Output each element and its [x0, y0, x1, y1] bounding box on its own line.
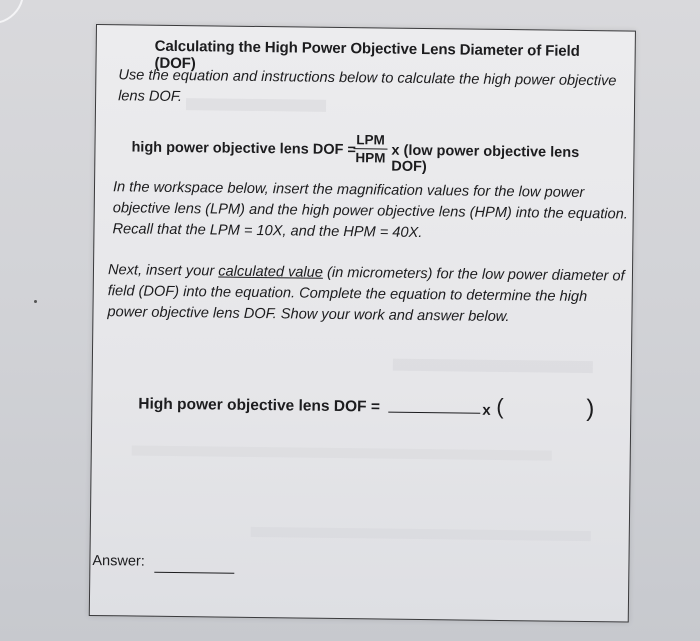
magnification-fraction: [353, 132, 387, 165]
equation-rhs: x (low power objective lens DOF): [391, 142, 580, 176]
equation-lhs: high power objective lens DOF =: [131, 139, 356, 159]
instruction-calculation: [107, 260, 628, 329]
times-sign: x: [482, 401, 491, 419]
page-title: Calculating the High Power Objective Lens Diameter of Field (DOF): [154, 37, 580, 73]
answer-blank[interactable]: [154, 572, 234, 574]
bleed-through: [132, 445, 552, 460]
instruction-magnification: In the workspace below, insert the magnification values for the low power objective lens (LPM) and the high power objective lens (HPM) into the equation. Recall that the LPM = 10X, and the HPM = 40X.: [112, 179, 628, 242]
answer-label: Answer:: [92, 552, 145, 570]
close-paren: ): [586, 395, 595, 423]
fraction-blank[interactable]: [388, 412, 480, 414]
worksheet: [89, 24, 636, 623]
photo-corner-arc: [0, 0, 24, 24]
underlined-phrase: calculated value: [218, 263, 324, 281]
intro-text: Use the equation and instructions below to calculate the high power objective lens DOF.: [118, 67, 617, 106]
instruction-text-after: (in micrometers) for the low power diameter of field (DOF) into the equation. Complete the equation to determine the high power objective lens DOF. Show your work and answer below.: [107, 264, 625, 326]
bleed-through: [251, 527, 591, 541]
workspace-equation-lhs: High power objective lens DOF =: [138, 395, 381, 416]
fraction-denominator: HPM: [355, 150, 386, 166]
instruction-text-before: Next, insert your: [107, 262, 219, 280]
dof-equation: [131, 129, 611, 175]
open-paren: (: [496, 393, 504, 420]
bleed-through: [393, 359, 593, 373]
speck: [34, 300, 37, 303]
workspace-equation: [138, 392, 598, 434]
fraction-numerator: LPM: [353, 132, 387, 149]
